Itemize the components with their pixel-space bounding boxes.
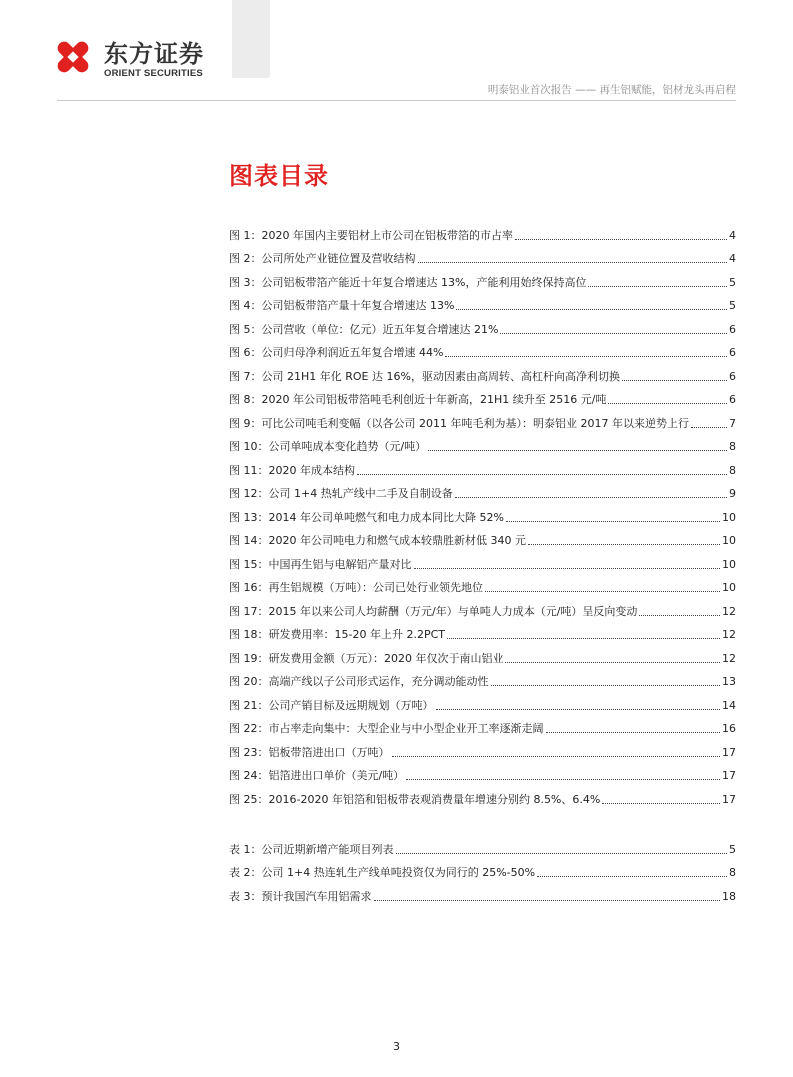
- toc-leader: [515, 239, 727, 240]
- toc-entry-table-1[interactable]: [229, 834, 736, 858]
- toc-leader: [436, 709, 721, 710]
- toc-entry-page: 7: [729, 416, 736, 430]
- toc-leader: [406, 779, 720, 780]
- toc-entry-table-2[interactable]: [229, 858, 736, 882]
- toc-leader: [455, 497, 727, 498]
- toc-leader: [445, 356, 727, 357]
- toc-leader: [622, 380, 727, 381]
- toc-entry-figure-19[interactable]: [229, 643, 736, 667]
- toc-entry-label: 图 14：2020 年公司吨电力和燃气成本较鼎胜新材低 340 元: [229, 534, 526, 547]
- toc-entry-label: 图 1：2020 年国内主要铝材上市公司在铝板带箔的市占率: [229, 228, 513, 242]
- toc-entry-page: 6: [729, 393, 736, 406]
- toc-leader: [639, 615, 720, 616]
- toc-leader: [505, 662, 720, 663]
- toc-entry-page: 4: [729, 228, 736, 242]
- toc-entry-figure-22[interactable]: [229, 714, 736, 738]
- toc-entry-label: 图 9：可比公司吨毛利变幅（以各公司 2011 年吨毛利为基）：明泰铝业 2017 年以来逆势上行: [229, 416, 689, 430]
- toc-entry-figure-11[interactable]: [229, 455, 736, 479]
- toc-entry-figure-16[interactable]: [229, 573, 736, 597]
- toc-entry-page: 10: [722, 510, 736, 524]
- toc-entry-label: 图 5：公司营收（单位：亿元）近五年复合增速达 21%: [229, 322, 499, 336]
- toc-entry-page: 18: [722, 889, 736, 903]
- toc-entry-label: 图 4：公司铝板带箔产量十年复合增速达 13%: [229, 299, 455, 312]
- toc-entry-label: 表 3：预计我国汽车用铝需求: [229, 889, 372, 903]
- toc-entry-page: 12: [722, 628, 736, 641]
- toc-entry-page: 9: [729, 487, 736, 500]
- toc-entry-figure-21[interactable]: [229, 690, 736, 714]
- toc-entry-label: 图 21：公司产销目标及远期规划（万吨）: [229, 698, 434, 712]
- header-divider: [57, 100, 736, 101]
- toc-entry-page: 6: [729, 346, 736, 359]
- toc-leader: [588, 286, 727, 287]
- toc-leader: [485, 591, 720, 592]
- toc-entry-label: 图 6：公司归母净利润近五年复合增速 44%: [229, 346, 444, 359]
- toc-entry-page: 13: [722, 675, 736, 688]
- toc-entry-figure-7[interactable]: [229, 361, 736, 385]
- toc-entry-figure-12[interactable]: [229, 479, 736, 503]
- toc-entry-page: 5: [729, 842, 736, 856]
- toc-entry-figure-18[interactable]: [229, 620, 736, 644]
- toc-leader: [691, 427, 727, 428]
- toc-entry-figure-14[interactable]: [229, 526, 736, 550]
- toc-entry-figure-23[interactable]: [229, 737, 736, 761]
- toc-leader: [357, 474, 727, 475]
- toc-entry-figure-5[interactable]: [229, 314, 736, 338]
- toc-entry-label: 图 16：再生铝规模（万吨）：公司已处行业领先地位: [229, 581, 483, 594]
- toc-entry-figure-15[interactable]: [229, 549, 736, 573]
- toc-leader: [447, 638, 720, 639]
- toc-entry-label: 图 25：2016-2020 年铝箔和铝板带表观消费量年增速分别约 8.5%、6.4%: [229, 792, 601, 806]
- toc-entry-page: 6: [729, 369, 736, 383]
- toc-leader: [528, 544, 720, 545]
- page-number: 3: [393, 1040, 400, 1053]
- toc-entry-page: 12: [722, 651, 736, 665]
- toc-entry-label: 图 10：公司单吨成本变化趋势（元/吨）: [229, 440, 427, 453]
- brand-name-cn: 东方证券: [104, 40, 204, 68]
- toc-leader: [546, 732, 721, 733]
- toc-leader: [500, 333, 727, 334]
- toc-entry-figure-1[interactable]: [229, 220, 736, 244]
- toc-entry-page: 17: [722, 792, 736, 806]
- toc-entry-figure-17[interactable]: [229, 596, 736, 620]
- toc-entry-label: 图 15：中国再生铝与电解铝产量对比: [229, 557, 412, 571]
- toc-entry-label: 图 2：公司所处产业链位置及营收结构: [229, 252, 416, 265]
- toc-leader: [537, 876, 727, 877]
- toc-entry-page: 4: [729, 252, 736, 265]
- toc-entry-figure-2[interactable]: [229, 244, 736, 268]
- toc-leader: [456, 309, 727, 310]
- toc-entry-page: 8: [729, 866, 736, 879]
- toc-leader: [414, 568, 721, 569]
- toc-entry-figure-8[interactable]: [229, 385, 736, 409]
- toc-entry-page: 12: [722, 604, 736, 618]
- toc-leader: [602, 803, 720, 804]
- toc-entry-figure-24[interactable]: [229, 761, 736, 785]
- brand-name-en: ORIENT SECURITIES: [104, 68, 203, 79]
- toc-entry-label: 图 20：高端产线以子公司形式运作，充分调动能动性: [229, 675, 489, 688]
- toc-entry-label: 图 7：公司 21H1 年化 ROE 达 16%，驱动因素由高周转、高杠杆向高净利切换: [229, 369, 620, 383]
- toc-entry-label: 图 12：公司 1+4 热轧产线中二手及自制设备: [229, 487, 453, 500]
- toc-entry-label: 表 2：公司 1+4 热连轧生产线单吨投资仅为同行的 25%-50%: [229, 866, 536, 879]
- orient-logo-icon: [48, 32, 98, 82]
- toc-entry-page: 10: [722, 557, 736, 571]
- toc-entry-figure-4[interactable]: [229, 291, 736, 315]
- toc-title: 图表目录: [229, 162, 329, 190]
- toc-entry-label: 图 3：公司铝板带箔产能近十年复合增速达 13%，产能利用始终保持高位: [229, 275, 587, 289]
- toc-entry-figure-3[interactable]: [229, 267, 736, 291]
- toc-entry-figure-9[interactable]: [229, 408, 736, 432]
- toc-entry-label: 图 24：铝箔进出口单价（美元/吨）: [229, 769, 405, 782]
- toc-entry-figure-10[interactable]: [229, 432, 736, 456]
- toc-leader: [506, 521, 720, 522]
- brand-logo: [48, 32, 248, 92]
- toc-leader: [374, 900, 721, 901]
- toc-leader: [396, 853, 728, 854]
- toc-entry-page: 10: [722, 534, 736, 547]
- toc-entry-page: 17: [722, 745, 736, 759]
- toc-entry-label: 图 11：2020 年成本结构: [229, 463, 355, 477]
- toc-entry-label: 图 18：研发费用率：15-20 年上升 2.2PCT: [229, 628, 445, 641]
- figure-list: [229, 220, 736, 808]
- toc-entry-page: 16: [722, 722, 736, 735]
- toc-entry-table-3[interactable]: [229, 881, 736, 905]
- toc-leader: [491, 685, 721, 686]
- toc-entry-label: 图 8：2020 年公司铝板带箔吨毛利创近十年新高，21H1 续升至 2516 元/吨: [229, 393, 607, 406]
- toc-entry-page: 8: [729, 463, 736, 477]
- toc-entry-page: 5: [729, 299, 736, 312]
- toc-entry-figure-20[interactable]: [229, 667, 736, 691]
- toc-leader: [428, 450, 727, 451]
- toc-entry-page: 14: [722, 698, 736, 712]
- toc-entry-page: 17: [722, 769, 736, 782]
- toc-entry-label: 图 23：铝板带箔进出口（万吨）: [229, 745, 390, 759]
- toc-entry-label: 图 13：2014 年公司单吨燃气和电力成本同比大降 52%: [229, 510, 504, 524]
- toc-entry-page: 10: [722, 581, 736, 594]
- toc-entry-label: 图 19：研发费用金额（万元）：2020 年仅次于南山铝业: [229, 651, 504, 665]
- toc-entry-figure-13[interactable]: [229, 502, 736, 526]
- toc-entry-page: 5: [729, 275, 736, 289]
- toc-entry-figure-25[interactable]: [229, 784, 736, 808]
- table-list: [229, 834, 736, 905]
- report-header: 明泰铝业首次报告 —— 再生铝赋能，铝材龙头再启程: [487, 84, 736, 96]
- toc-entry-label: 图 22：市占率走向集中：大型企业与中小型企业开工率逐渐走阔: [229, 722, 544, 735]
- toc-entry-label: 表 1：公司近期新增产能项目列表: [229, 842, 394, 856]
- toc-leader: [392, 756, 721, 757]
- toc-leader: [418, 262, 728, 263]
- toc-entry-page: 8: [729, 440, 736, 453]
- toc-entry-label: 图 17：2015 年以来公司人均薪酬（万元/年）与单吨人力成本（元/吨）呈反向变动: [229, 604, 638, 618]
- toc-leader: [608, 403, 727, 404]
- toc-entry-figure-6[interactable]: [229, 338, 736, 362]
- toc-entry-page: 6: [729, 322, 736, 336]
